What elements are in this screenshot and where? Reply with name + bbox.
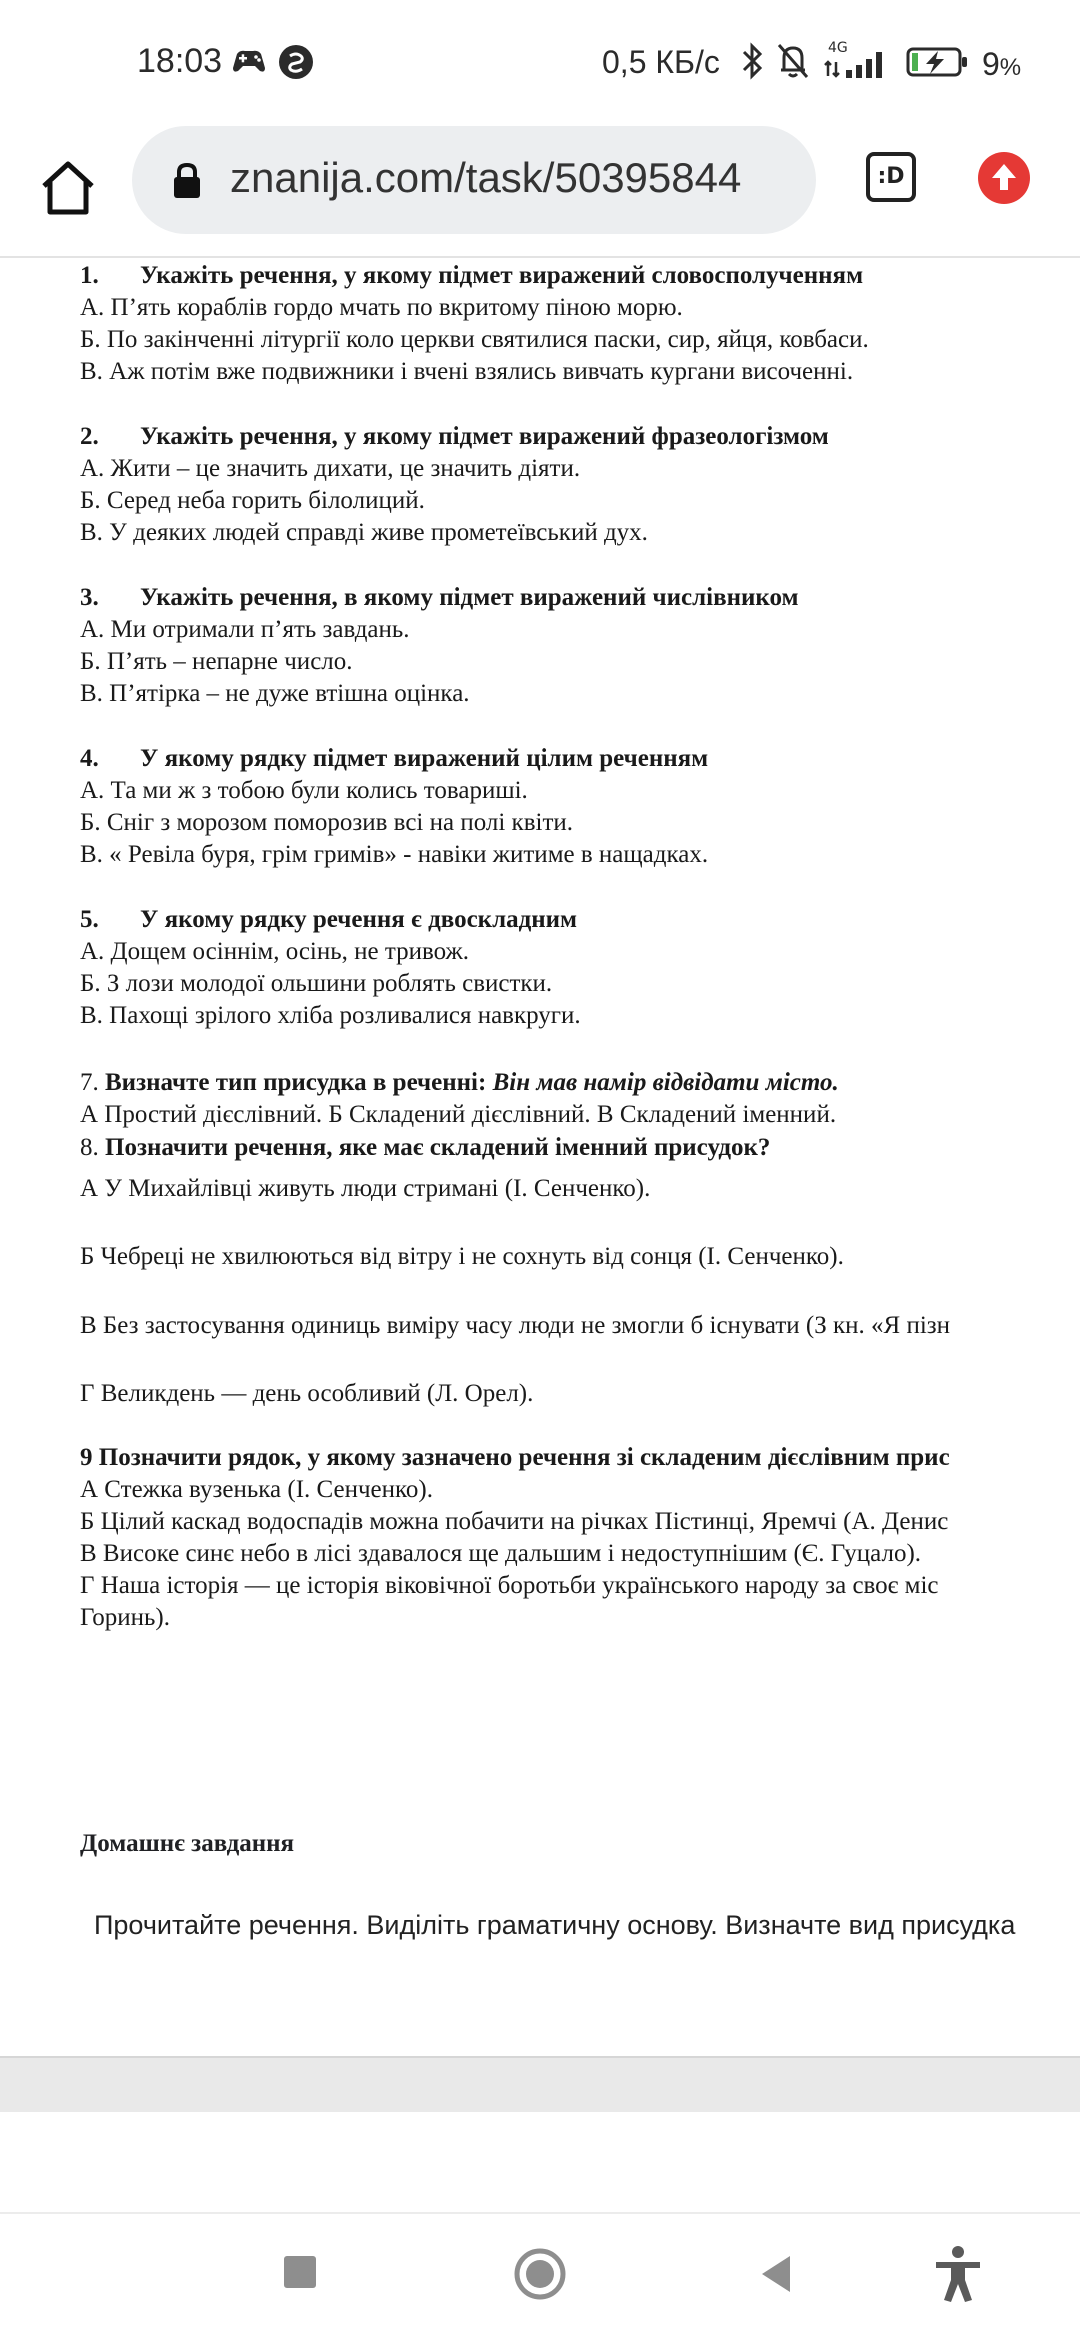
mute-bell-icon <box>776 42 810 80</box>
question-2: 2. Укажіть речення, у якому підмет виражений фразеологізмом <box>80 423 829 450</box>
status-bar <box>0 0 1080 126</box>
q8-option-b: Б Чебреці не хвилюються від вітру і не сохнуть від сонця (І. Сенченко). <box>80 1243 844 1270</box>
battery-percent-suffix: % <box>999 54 1022 81</box>
q8-option-a: А У Михайлівці живуть люди стримані (І. Сенченко). <box>80 1175 651 1202</box>
question-1: 1. Укажіть речення, у якому підмет виражений словосполученням <box>80 262 864 289</box>
q5-option-a: А. Дощем осіннім, осінь, не тривож. <box>80 938 470 965</box>
q8-option-c: В Без застосування одиниць виміру часу люди не змогли б існувати (З кн. «Я пізн <box>80 1312 951 1339</box>
q3-option-c: В. П’ятірка – не дуже втішна оцінка. <box>80 680 470 707</box>
q8-option-d: Г Великдень — день особливий (Л. Орел). <box>80 1380 534 1407</box>
q5-option-b: Б. З лози молодої ольшини роблять свистки. <box>80 970 553 997</box>
q2-option-b: Б. Серед неба горить білолиций. <box>80 487 425 514</box>
q1-option-c: В. Аж потім вже подвижники і вчені взялись вивчать кургани височенні. <box>80 358 854 385</box>
question-5: 5. У якому рядку речення є двоскладним <box>80 906 578 933</box>
accessibility-icon[interactable] <box>932 2244 984 2304</box>
q2-option-a: А. Жити – це значить дихати, це значить діяти. <box>80 455 581 482</box>
network-type: 4G <box>828 40 848 56</box>
url-text[interactable]: znanija.com/task/50395844 <box>230 154 742 201</box>
question-8: 8. Позначити речення, яке має складений іменний присудок? <box>80 1134 771 1161</box>
messenger-icon <box>278 44 314 80</box>
signal-icon <box>822 48 892 80</box>
game-controller-icon <box>232 48 266 74</box>
question-3: 3. Укажіть речення, в якому підмет виражений числівником <box>80 584 799 611</box>
status-time: 18:03 <box>137 42 223 80</box>
square-icon[interactable] <box>282 2254 318 2290</box>
q9-option-a: А Стежка вузенька (І. Сенченко). <box>80 1476 433 1503</box>
upload-arrow-icon[interactable] <box>978 152 1030 204</box>
bluetooth-icon <box>740 42 764 80</box>
homework-heading: Домашнє завдання <box>80 1830 295 1857</box>
tab-count-label: :D <box>877 164 905 189</box>
q7-options: А Простий дієслівний. Б Складений дієслівний. В Складений іменний. <box>80 1101 837 1128</box>
q5-option-c: В. Пахощі зрілого хліба розливалися навкруги. <box>80 1002 581 1029</box>
q2-option-c: В. У деяких людей справді живе прометеївський дух. <box>80 519 648 546</box>
q9-option-c: В Високе синє небо в лісі здавалося ще дальшим і недоступнішим (Є. Гуцало). <box>80 1540 922 1567</box>
home-icon[interactable] <box>36 156 100 220</box>
q4-option-a: А. Та ми ж з тобою були колись товариші. <box>80 777 528 804</box>
q3-option-b: Б. П’ять – непарне число. <box>80 648 353 675</box>
net-speed: 0,5 КБ/с <box>602 44 720 80</box>
battery-charging-icon <box>906 46 968 78</box>
q4-option-b: Б. Сніг з морозом поморозив всі на полі квіти. <box>80 809 574 836</box>
lock-icon <box>172 162 202 200</box>
homework-text: Прочитайте речення. Виділіть граматичну основу. Визначте вид присудка <box>94 1910 1016 1940</box>
circle-home-icon[interactable] <box>514 2248 566 2300</box>
page-blank-area <box>0 2112 1080 2212</box>
question-7: 7. Визначте тип присудка в реченні: Він мав намір відвідати місто. <box>80 1069 839 1096</box>
document-end-shade <box>0 2056 1080 2112</box>
q1-option-a: А. П’ять кораблів гордо мчать по вкритому піною морю. <box>80 294 683 321</box>
q1-option-b: Б. По закінченні літургії коло церкви святилися паски, сир, яйця, ковбаси. <box>80 326 869 353</box>
q9-option-b: Б Цілий каскад водоспадів можна побачити на річках Пістинці, Яремчі (А. Денис <box>80 1508 949 1535</box>
battery-percent: 9 <box>982 46 1000 82</box>
question-4: 4. У якому рядку підмет виражений цілим реченням <box>80 745 709 772</box>
browser-toolbar <box>0 126 1080 256</box>
url-bar[interactable] <box>132 126 816 234</box>
back-triangle-icon[interactable] <box>758 2254 794 2294</box>
tabs-icon[interactable] <box>866 152 916 202</box>
question-9: 9 Позначити рядок, у якому зазначено речення зі складеним дієслівним прис <box>80 1444 950 1471</box>
document-content <box>0 256 1080 2056</box>
q4-option-c: В. « Ревіла буря, грім гримів» - навіки житиме в нащадках. <box>80 841 709 868</box>
q3-option-a: А. Ми отримали п’ять завдань. <box>80 616 410 643</box>
system-nav-bar <box>0 2212 1080 2340</box>
q9-option-d-continued: Горинь). <box>80 1604 170 1631</box>
q9-option-d: Г Наша історія — це історія віковічної боротьби українського народу за своє міс <box>80 1572 939 1599</box>
